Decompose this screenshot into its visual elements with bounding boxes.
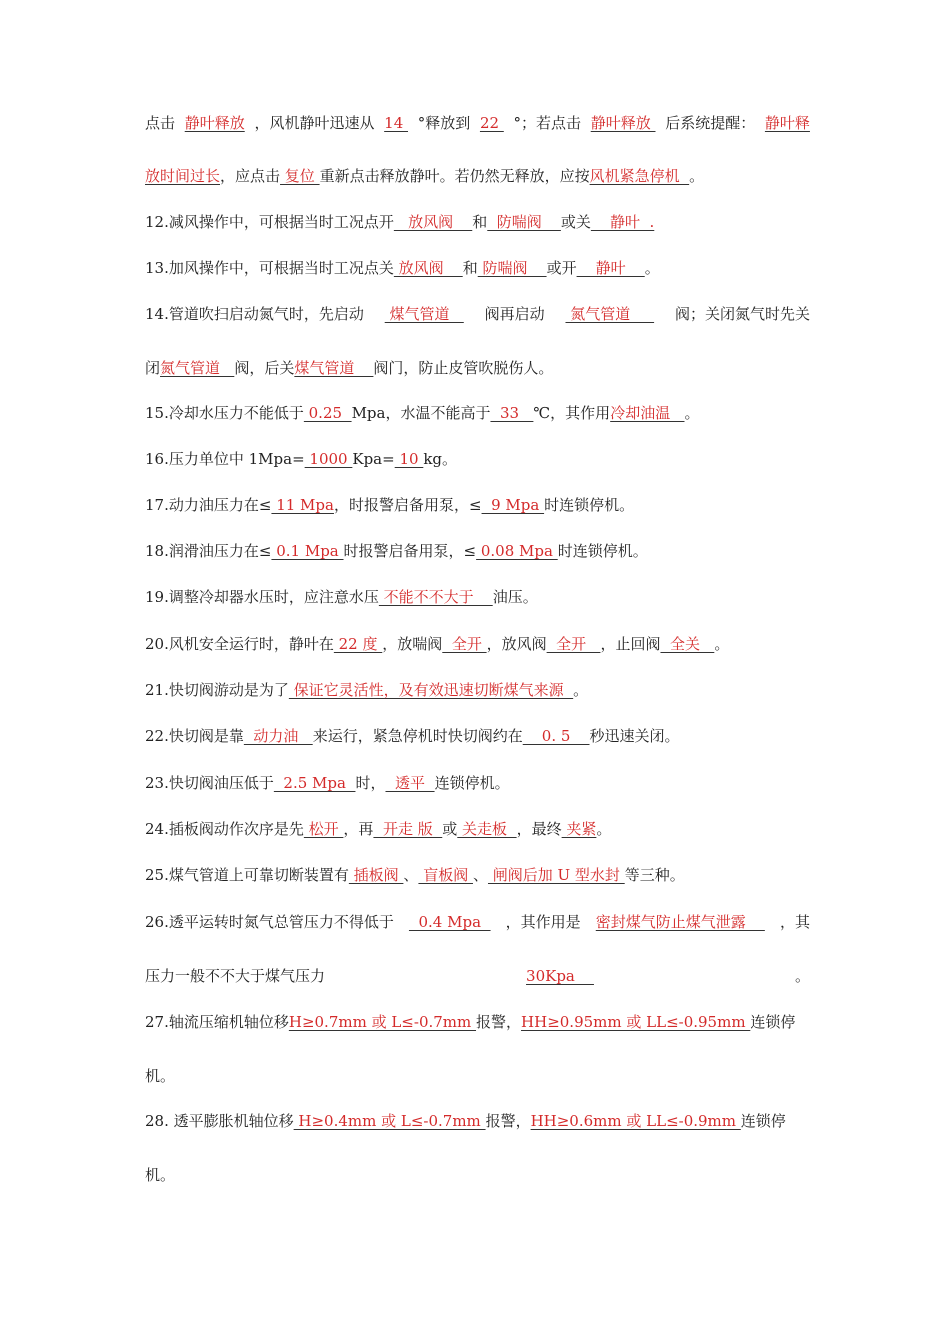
body-text: 阀；关闭氮气时先关 (674, 305, 810, 323)
body-text: 压力一般不不大于煤气压力 (145, 967, 326, 985)
body-text: ℃，其作用 (533, 404, 611, 422)
text-line (145, 258, 810, 278)
body-text: 27.轴流压缩机轴位移 (145, 1013, 289, 1031)
body-text: 报警， (485, 1112, 531, 1130)
answer-text: 夹紧 (561, 820, 597, 838)
text-line (145, 449, 810, 469)
answer-text: 冷却油温 (610, 404, 685, 422)
body-text: 或开 (546, 259, 577, 277)
body-text: 。 (684, 404, 700, 422)
text-line (145, 912, 810, 932)
text-line (145, 1066, 810, 1086)
text-line (145, 1111, 810, 1131)
answer-text: 0.08 Mpa (476, 542, 558, 560)
body-text: 连锁停机。 (434, 774, 510, 792)
body-text: 23.快切阀油压低于 (145, 774, 274, 792)
text-line (145, 819, 810, 839)
text-line (145, 680, 810, 700)
text-line (145, 865, 810, 885)
body-text: 油压。 (492, 588, 538, 606)
body-text: 。 (573, 681, 589, 699)
body-text: 。 (714, 635, 730, 653)
body-text: 。 (689, 167, 705, 185)
text-line (145, 1165, 810, 1185)
answer-text: 11 Mpa (271, 496, 334, 514)
answer-text: 静叶释 (764, 114, 810, 132)
body-text: 或 (442, 820, 458, 838)
body-text: 时连锁停机。 (544, 496, 635, 514)
answer-text: 盲板阀 (418, 866, 473, 884)
text-line (145, 1012, 810, 1032)
text-line (145, 541, 810, 561)
body-text: 24.插板阀动作次序是先 (145, 820, 304, 838)
answer-text: 松开 (303, 820, 344, 838)
body-text: 重新点击释放静叶。若仍然无释放，应按 (319, 167, 590, 185)
body-text: 。 (644, 259, 660, 277)
body-text: 机。 (145, 1067, 176, 1085)
answer-text: 放风阀 (393, 213, 473, 231)
body-text: 和 (472, 213, 488, 231)
answer-text: 放风阀 (393, 259, 463, 277)
answer-text: 不能不不大于 (378, 588, 493, 606)
answer-text: HH≥0.95mm 或 LL≤-0.95mm (521, 1013, 751, 1031)
answer-text: 煤气管道 (294, 359, 374, 377)
body-text: 18.润滑油压力在≤ (145, 542, 272, 560)
text-line (145, 166, 810, 186)
text-line (145, 726, 810, 746)
answer-text: 闸阀后加 U 型水封 (487, 866, 625, 884)
answer-text: 插板阀 (348, 866, 404, 884)
text-line (145, 113, 810, 133)
answer-text: 氮气管道 (160, 359, 235, 377)
body-text: Kpa= (352, 450, 395, 468)
answer-text: 静叶 . (590, 213, 655, 231)
answer-text: 开走 版 (373, 820, 443, 838)
answer-text: 22 (479, 114, 504, 132)
body-text: 19.调整冷却器水压时，应注意水压 (145, 588, 379, 606)
body-text: 16.压力单位中 1Mpa= (145, 450, 305, 468)
answer-text: 保证它灵活性，及有效迅速切断煤气来源 (288, 681, 574, 699)
answer-text: 煤气管道 (384, 305, 464, 323)
body-text: 连锁停 (740, 1112, 786, 1130)
answer-text: 防喘阀 (477, 259, 547, 277)
body-text: 17.动力油压力在≤ (145, 496, 272, 514)
body-text: 25.煤气管道上可靠切断装置有 (145, 866, 349, 884)
answer-text: 全关 (660, 635, 715, 653)
answer-text: 22 度 (333, 635, 383, 653)
body-text: 报警， (476, 1013, 522, 1031)
body-text: 时连锁停机。 (557, 542, 648, 560)
answer-text: 0.4 Mpa (408, 913, 491, 931)
body-text: ，放喘阀 (382, 635, 443, 653)
answer-text: 0.25 (303, 404, 352, 422)
answer-text: 密封煤气防止煤气泄露 (595, 913, 765, 931)
text-line (145, 495, 810, 515)
answer-text: 静叶 (576, 259, 645, 277)
body-text: °释放到 (417, 114, 471, 132)
body-text: 闭 (145, 359, 161, 377)
answer-text: 放时间过长 (145, 167, 221, 185)
answer-text: 10 (394, 450, 424, 468)
body-text: 阀，后关 (234, 359, 295, 377)
body-text: ，风机静叶迅速从 (254, 114, 375, 132)
body-text: °；若点击 (513, 114, 582, 132)
body-text: 15.冷却水压力不能低于 (145, 404, 304, 422)
answer-text: 静叶释放 (590, 114, 656, 132)
text-line (145, 212, 810, 232)
body-text: ，止回阀 (600, 635, 661, 653)
answer-text: 动力油 (243, 727, 313, 745)
body-text: kg。 (423, 450, 458, 468)
text-line (145, 773, 810, 793)
body-text: ，其作用是 (505, 913, 581, 931)
body-text: 14.管道吹扫启动氮气时，先启动 (145, 305, 364, 323)
text-line (145, 634, 810, 654)
body-text: ，放风阀 (486, 635, 547, 653)
answer-text: 9 Mpa (481, 496, 545, 514)
body-text: 等三种。 (624, 866, 685, 884)
answer-text: H≥0.4mm 或 L≤-0.7mm (293, 1112, 486, 1130)
body-text: 和 (462, 259, 478, 277)
body-text: 机。 (145, 1166, 176, 1184)
text-line (145, 966, 810, 986)
answer-text: H≥0.7mm 或 L≤-0.7mm (288, 1013, 477, 1031)
answer-text: HH≥0.6mm 或 LL≤-0.9mm (530, 1112, 741, 1130)
answer-text: 30Kpa (526, 967, 594, 985)
answer-text: 全开 (546, 635, 601, 653)
body-text: ，其 (779, 913, 810, 931)
body-text: Mpa，水温不能高于 (351, 404, 491, 422)
body-text: ，应点击 (220, 167, 281, 185)
body-text: 连锁停 (750, 1013, 796, 1031)
body-text: 。 (596, 820, 612, 838)
body-text: 。 (794, 967, 810, 985)
answer-text: 0. 5 (522, 727, 590, 745)
answer-text: 2.5 Mpa (273, 774, 356, 792)
answer-text: 透平 (385, 774, 435, 792)
body-text: 阀再启动 (484, 305, 545, 323)
body-text: 时， (355, 774, 386, 792)
text-line (145, 587, 810, 607)
body-text: ，时报警启备用泵，≤ (333, 496, 482, 514)
body-text: 、 (472, 866, 488, 884)
body-text: 20.风机安全运行时，静叶在 (145, 635, 334, 653)
answer-text: 33 (490, 404, 534, 422)
body-text: 秒迅速关闭。 (589, 727, 680, 745)
body-text: 阀门，防止皮管吹脱伤人。 (373, 359, 554, 377)
body-text: 12.减风操作中，可根据当时工况点开 (145, 213, 394, 231)
body-text: 28. 透平膨胀机轴位移 (145, 1112, 294, 1130)
answer-text: 风机紧急停机 (589, 167, 690, 185)
answer-text: 关走板 (457, 820, 517, 838)
answer-text: 0.1 Mpa (271, 542, 344, 560)
body-text: 、 (403, 866, 419, 884)
body-text: 或关 (560, 213, 591, 231)
answer-text: 14 (384, 114, 409, 132)
body-text: ，再 (343, 820, 374, 838)
body-text: 来运行，紧急停机时快切阀约在 (312, 727, 523, 745)
body-text: 22.快切阀是靠 (145, 727, 244, 745)
answer-text: 氮气管道 (565, 305, 655, 323)
answer-text: 全开 (442, 635, 487, 653)
text-line (145, 403, 810, 423)
answer-text: 复位 (280, 167, 320, 185)
body-text: ，最终 (516, 820, 562, 838)
body-text: 后系统提醒： (665, 114, 756, 132)
text-line (145, 304, 810, 324)
body-text: 13.加风操作中，可根据当时工况点关 (145, 259, 394, 277)
body-text: 时报警启备用泵，≤ (343, 542, 477, 560)
answer-text: 防喘阀 (487, 213, 561, 231)
body-text: 26.透平运转时氮气总管压力不得低于 (145, 913, 394, 931)
answer-text: 静叶释放 (184, 114, 245, 132)
body-text: 点击 (145, 114, 176, 132)
text-line (145, 358, 810, 378)
answer-text: 1000 (304, 450, 353, 468)
body-text: 21.快切阀游动是为了 (145, 681, 289, 699)
